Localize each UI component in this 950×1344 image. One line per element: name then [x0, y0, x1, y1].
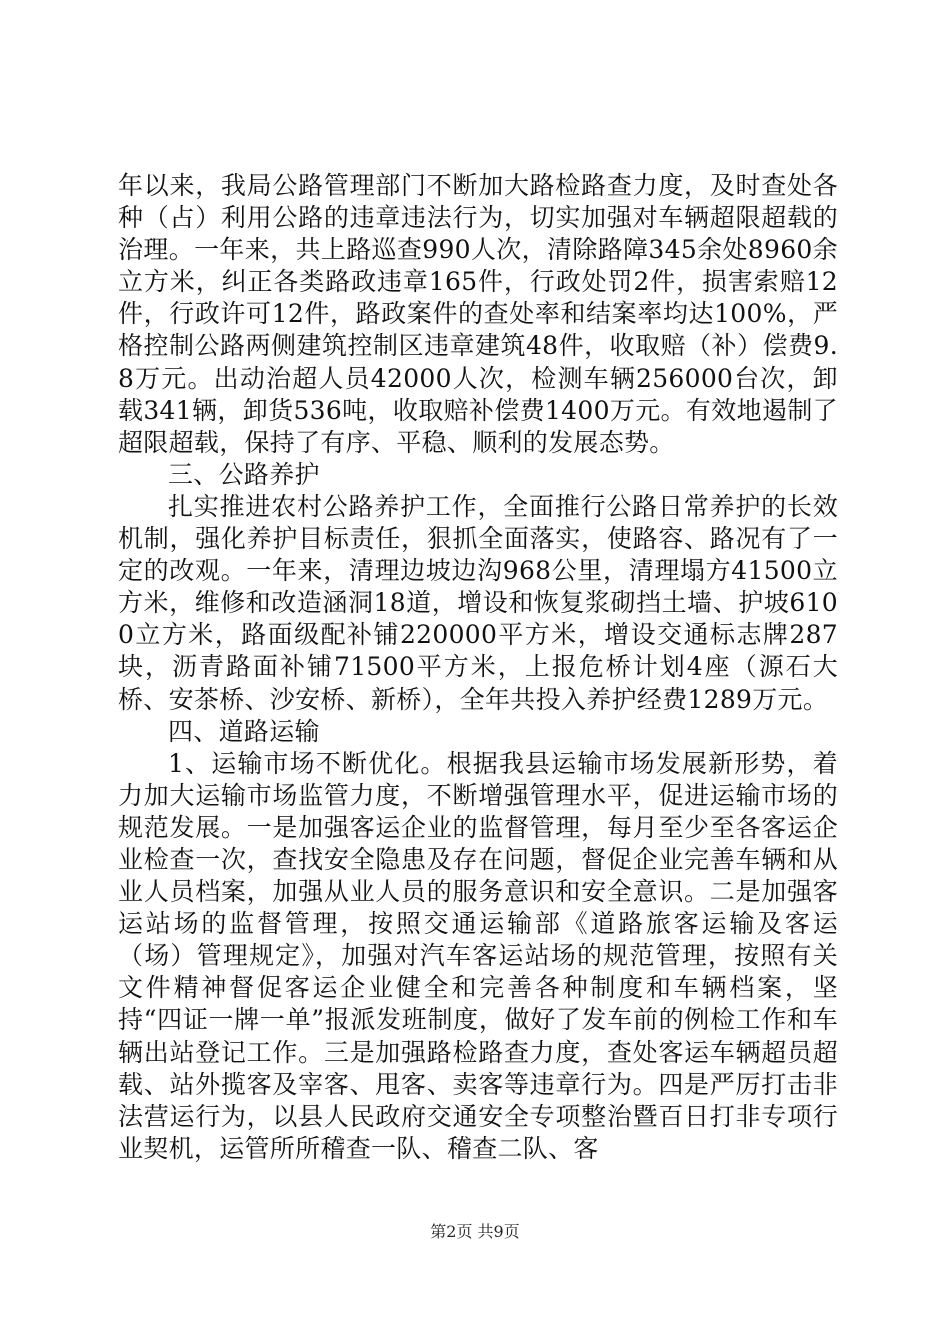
paragraph-transport-market: 1、运输市场不断优化。根据我县运输市场发展新形势，着力加大运输市场监管力度，不断增强管理水平，促进运输市场的规范发展。一是加强客运企业的监督管理，每月至少至各客运企业检查一次，查找安全隐患及存在问题，督促企业完善车辆和从业人员档案，加强从业人员的服务意识和安全意识。二是加强客运站场的监督管理，按照交通运输部《道路旅客运输及客运（场）管理规定》，加强对汽车客运站场的规范管理，按照有关文件精神督促客运企业健全和完善各种制度和车辆档案，坚持“四证一牌一单”报派发班制度，做好了发车前的例检工作和车辆出站登记工作。三是加强路检路查力度，查处客运车辆超员超载、站外揽客及宰客、甩客、卖客等违章行为。四是严厉打击非法营运行为，以县人民政府交通安全专项整治暨百日打非专项行业契机，运管所所稽查一队、稽查二队、客: [118, 748, 838, 1163]
heading-road-transport: 四、道路运输: [168, 716, 320, 746]
paragraph-road-maintenance: 扎实推进农村公路养护工作，全面推行公路日常养护的长效机制，强化养护目标责任，狠抓全面落实，使路容、路况有了一定的改观。一年来，清理边坡边沟968公里，清理塌方41500立方米，维修和改造涵洞18道，增设和恢复浆砌挡土墙、护坡6100立方米，路面级配补铺220000平方米，增设交通标志牌287块，沥青路面补铺71500平方米，上报危桥计划4座（源石大桥、安茶桥、沙安桥、新桥），全年共投入养护经费1289万元。: [118, 491, 838, 714]
document-body: [118, 170, 838, 1165]
paragraph-road-administration: 年以来，我局公路管理部门不断加大路检路查力度，及时查处各种（占）利用公路的违章违法行为，切实加强对车辆超限超载的治理。一年来，共上路巡查990人次，清除路障345余处8960余立方米，纠正各类路政违章165件，行政处罚2件，损害索赔12件，行政许可12件，路政案件的查处率和结案率均达100%，严格控制公路两侧建筑控制区违章建筑48件，收取赔（补）偿费9.8万元。出动治超人员42000人次，检测车辆256000台次，卸载341辆，卸货536吨，收取赔补偿费1400万元。有效地遏制了超限超载，保持了有序、平稳、顺利的发展态势。: [118, 171, 838, 457]
page-number-footer: 第2页 共9页: [430, 1222, 520, 1241]
heading-road-maintenance: 三、公路养护: [168, 459, 320, 489]
